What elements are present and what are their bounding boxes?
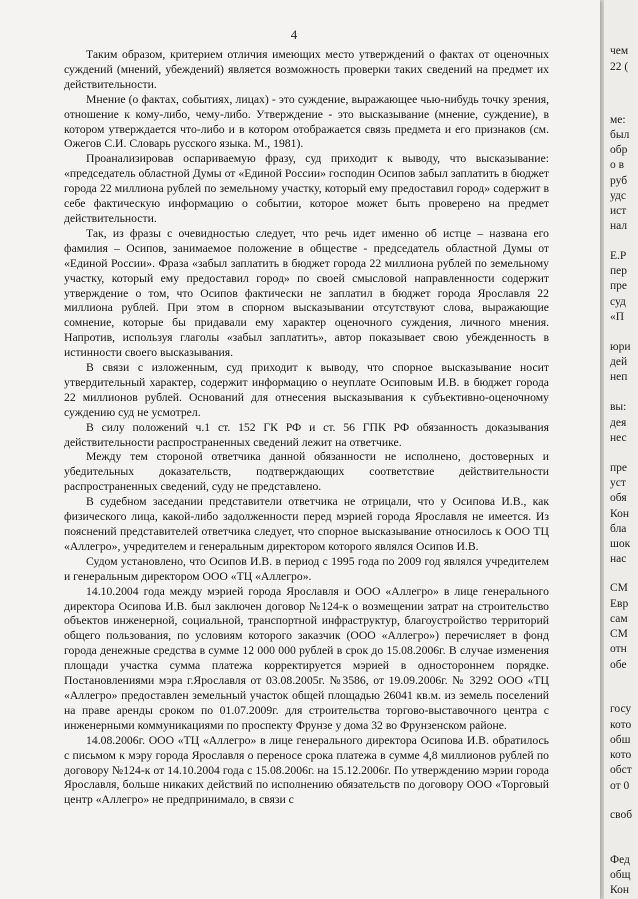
adjacent-page-line: от 0 <box>610 780 630 792</box>
adjacent-page-line: бла <box>610 523 627 535</box>
adjacent-page-line: 22 ( <box>610 61 629 73</box>
adjacent-page-line: был <box>610 129 630 141</box>
adjacent-page-line: кото <box>610 719 632 731</box>
adjacent-page-line: суд <box>610 296 626 308</box>
adjacent-page-line: о в <box>610 159 625 171</box>
adjacent-page-line: пре <box>610 462 628 474</box>
adjacent-page-line: нес <box>610 432 627 444</box>
adjacent-page-line: дея <box>610 417 627 429</box>
adjacent-page-line: чем <box>610 45 629 57</box>
adjacent-page-line: Кон <box>610 884 630 896</box>
adjacent-page-line: обя <box>610 492 627 504</box>
adjacent-page-line: Фед <box>610 854 630 866</box>
adjacent-page-line: обст <box>610 764 632 776</box>
adjacent-page-line: отн <box>610 643 627 655</box>
paragraph: В судебном заседании представители ответчика не отрицали, что у Осипова И.В., как физического лица, какой-либо задолженности перед мэрией города Ярославля не имеется. Из пояснений представителей ответчика следует, что спорное высказывание относилось к ООО ТЦ «Аллегро», учредителем и генеральным директором которого являлся Осипов И.В. <box>64 495 549 553</box>
adjacent-page-line: дей <box>610 356 628 368</box>
paragraph: 14.08.2006г. ООО «ТЦ «Аллегро» в лице генерального директора Осипова И.В. обратилось с письмом к мэру города Ярославля о переносе срока платежа в сумме 4,8 миллионов рублей по договору №124-к от 14.10.2004 года с 15.08.2006г. на 15.12.2006г. По утверждению мэрии города Ярославля, больше никаких действий по исполнению обязательств по договору ООО «Торговый центр «Аллегро» не предпринимало, в связи с <box>64 733 549 807</box>
adjacent-page-line: ме: <box>610 114 626 126</box>
paragraph: В силу положений ч.1 ст. 152 ГК РФ и ст. 56 ГПК РФ обязанность доказывания действительности распространенных сведений лежит на ответчике. <box>64 420 549 449</box>
adjacent-page-line: кото <box>610 749 632 761</box>
adjacent-page-line: Кон <box>610 508 630 520</box>
adjacent-page-line: пер <box>610 265 628 277</box>
paragraph: Так, из фразы с очевидностью следует, что речь идет именно об истце – названа его фамилия – Осипов, занимаемое положение в обществе - председатель областной Думы от «Единой России». Фраза «забыл заплатить в бюджет города 22 миллиона рублей по земельному участку, который ему предоставил город» по своей смысловой направленности содержит утверждение о том, что Осипов фактически не заплатил в бюджет города Ярославля 22 миллиона рублей. При этом в спорном высказывании отсутствуют слова, выражающие сомнение, которые бы придавали ему характер оценочного суждения, личного мнения. Напротив, используя глаголы «забыл заплатить», автор показывает свою убежденность в истинности своего высказывания. <box>64 226 549 360</box>
adjacent-page-line: общ <box>610 869 631 881</box>
adjacent-page-line: ист <box>610 205 627 217</box>
adjacent-page-line: СМ <box>610 582 628 594</box>
paragraph: Между тем стороной ответчика данной обязанности не исполнено, достоверных и убедительных доказательств, подтверждающих соответствие действительности распространенных сведений, суду не представлено. <box>64 450 549 494</box>
adjacent-page-line: обе <box>610 659 627 671</box>
adjacent-page-line: юри <box>610 341 631 353</box>
paragraph: Судом установлено, что Осипов И.В. в период с 1995 года по 2009 год являлся учредителем и генеральным директором ООО «ТЦ «Аллегро». <box>64 554 549 583</box>
adjacent-page-line: нал <box>610 220 628 232</box>
page-number: 4 <box>290 27 298 42</box>
adjacent-page-line: шок <box>610 538 631 550</box>
adjacent-page-line: руб <box>610 175 628 187</box>
adjacent-page-line: неп <box>610 371 628 383</box>
adjacent-page-line: вы: <box>610 401 627 413</box>
adjacent-page-line: госу <box>610 703 632 715</box>
adjacent-page-line: своб <box>610 809 633 821</box>
adjacent-page <box>604 0 638 899</box>
document-body <box>64 48 549 808</box>
adjacent-page-line: СМ <box>610 628 628 640</box>
adjacent-page-line: удс <box>610 190 626 202</box>
adjacent-page-line: уст <box>610 477 626 489</box>
adjacent-page-line: сам <box>610 613 628 625</box>
paragraph: 14.10.2004 года между мэрией города Ярославля и ООО «Аллегро» в лице генерального директора Осипова И.В. был заключен договор №124-к о возмещении затрат на строительство объектов инженерной, социальной, транспортной инфраструктур, благоустройство территорий общего пользования, по условиям которого заказчик (ООО «Аллегро») перечисляет в фонд города денежные средства в сумме 12 000 000 рублей в срок до 15.08.2006г. В случае изменения площади участка сумма платежа корректируется мэрией в одностороннем порядке. Постановлениями мэра г.Ярославля от 03.08.2005г. №3586, от 19.09.2006г. № 3292 ООО «ТЦ «Аллегро» предоставлен земельный участок общей площадью 26041 кв.м. из земель поселений на праве аренды сроком по 01.07.2009г. для строительства торгово-выставочного центра с инженерными коммуникациями по проспекту Фрунзе у дома 32 во Фрунзенском районе. <box>64 584 549 732</box>
paragraph: Мнение (о фактах, событиях, лицах) - это суждение, выражающее чью-нибудь точку зрения, отношение к кому-либо, чему-либо. Утверждение - это высказывание (мнение, суждение), в котором утверждается что-либо и в котором отображается связь предмета и его признаков (см. Ожегов С.И. Словарь русского языка. М., 1981). <box>64 92 549 151</box>
adjacent-page-line: обр <box>610 144 628 156</box>
paragraph: Проанализировав оспариваемую фразу, суд приходит к выводу, что высказывание: «председатель областной Думы от «Единой России» господин Осипов забыл заплатить в бюджет города 22 миллиона рублей по земельному участку, который ему предоставил город» содержит в себе фактическую информацию о событии, которое может быть проверено на предмет действительности. <box>64 152 549 225</box>
adjacent-page-line: «П <box>610 311 625 323</box>
paragraph: В связи с изложенным, суд приходит к выводу, что спорное высказывание носит утвердительный характер, содержит информацию о неуплате Осиповым И.В. в бюджет города 22 миллионов рублей. Оснований для отнесения высказывания к субъективно-оценочному суждению суд не усмотрел. <box>64 361 549 419</box>
adjacent-page-line: обш <box>610 734 631 746</box>
adjacent-page-line: нас <box>610 553 627 565</box>
adjacent-page-line: Евр <box>610 598 629 610</box>
adjacent-page-line: пре <box>610 280 628 292</box>
paragraph: Таким образом, критерием отличия имеющих место утверждений о фактах от оценочных суждений (мнений, убеждений) является возможность проверки таких сведений на предмет их действительности. <box>64 48 549 91</box>
adjacent-page-line: Е.Р <box>610 250 627 262</box>
